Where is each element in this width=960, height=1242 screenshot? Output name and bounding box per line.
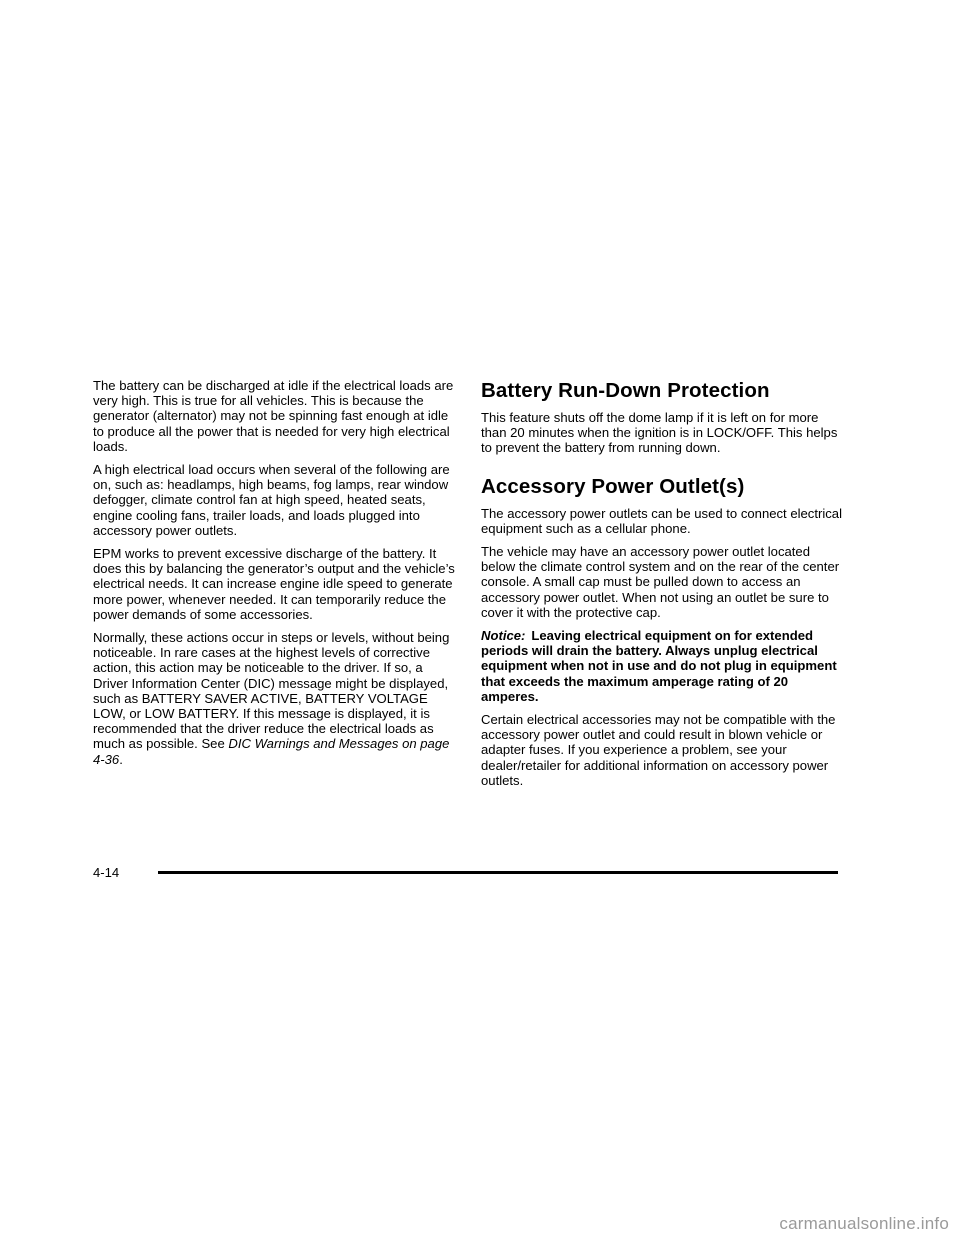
watermark: carmanualsonline.info (779, 1214, 949, 1233)
notice-block (481, 628, 843, 704)
paragraph-normal-actions-text: Normally, these actions occur in steps or levels, without being noticeable. In rare cases at the highest levels of corrective action, this action may be noticeable to the driver. If so, a Driver Information Center (DIC) message might be displayed, such as BATTERY SAVER ACTIVE, BATTERY VOLTAGE LOW, or LOW BATTERY. If this message is displayed, it is recommended that the driver reduce the electrical loads as much as possible. See (93, 630, 450, 752)
notice-label: Notice: (481, 628, 526, 644)
left-column (93, 378, 455, 775)
right-column (481, 378, 843, 796)
heading-accessory-power-outlets: Accessory Power Outlet(s) (481, 474, 745, 498)
paragraph-normal-actions-end: . (119, 751, 123, 767)
dic-warnings-link[interactable]: DIC Warnings and Messages on page 4-36 (93, 736, 450, 767)
paragraph-battery-discharge: The battery can be discharged at idle if the electrical loads are very high. This is true for all vehicles. This is because the generator (alternator) may not be spinning fast enough at idle to produce all the power that is needed for very high electrical loads. (93, 378, 454, 454)
heading-battery-run-down-protection: Battery Run-Down Protection (481, 379, 770, 402)
paragraph-outlets-location: The vehicle may have an accessory power outlet located below the climate control system and on the rear of the center console. A small cap must be pulled down to access an accessory power outlet. When not using an outlet be sure to cover it with the protective cap. (481, 544, 840, 620)
footer-rule (158, 871, 838, 874)
paragraph-high-electrical-load: A high electrical load occurs when several of the following are on, such as: headlamps, high beams, fog lamps, rear window defogger, climate control fan at high speed, heated seats, engine cooling fans, trailer loads, and loads plugged into accessory power outlets. (93, 462, 450, 538)
page-number: 4-14 (93, 865, 120, 880)
paragraph-outlets-intro: The accessory power outlets can be used to connect electrical equipment such as a cellular phone. (481, 505, 842, 536)
paragraph-compatibility: Certain electrical accessories may not be compatible with the accessory power outlet and could result in blown vehicle or adapter fuses. If you experience a problem, see your dealer/retailer for additional information on accessory power outlets. (481, 712, 836, 788)
paragraph-run-down-protection: This feature shuts off the dome lamp if it is left on for more than 20 minutes when the ignition is in LOCK/OFF. This helps to prevent the battery from running down. (481, 410, 838, 456)
paragraph-epm: EPM works to prevent excessive discharge of the battery. It does this by balancing the generator’s output and the vehicle’s electrical needs. It can increase engine idle speed to generate more power, whenever needed. It can temporarily reduce the power demands of some accessories. (93, 546, 455, 622)
paragraph-normal-actions (93, 630, 455, 767)
notice-text: Leaving electrical equipment on for extended periods will drain the battery. Always unplug electrical equipment when not in use and do not plug in equipment that exceeds the maximum amperage rating of 20 amperes. (481, 628, 837, 704)
